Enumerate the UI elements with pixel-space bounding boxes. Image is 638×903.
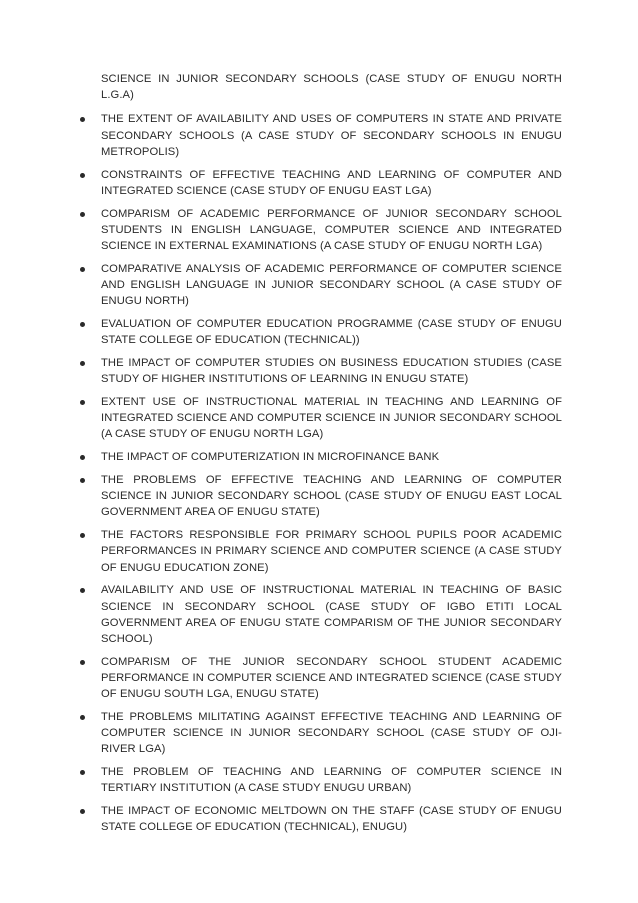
list-item-text: COMPARISM OF ACADEMIC PERFORMANCE OF JUNIOR SECONDARY SCHOOL STUDENTS IN ENGLISH LANGUAGE, COMPUTER SCIENCE AND INTEGRATED SCIENCE IN EXTERNAL EXAMINATIONS (A CASE STUDY OF ENUGU NORTH LGA) (101, 207, 562, 253)
list-item (78, 261, 562, 310)
bullet-icon (80, 770, 85, 775)
bullet-icon (80, 809, 85, 814)
list-item-text: THE IMPACT OF COMPUTERIZATION IN MICROFINANCE BANK (101, 451, 440, 464)
bullet-icon (80, 588, 85, 593)
list-item (78, 527, 562, 576)
continued-topic-text: SCIENCE IN JUNIOR SECONDARY SCHOOLS (CASE STUDY OF ENUGU NORTH L.G.A) (101, 73, 562, 102)
list-item-text: EXTENT USE OF INSTRUCTIONAL MATERIAL IN TEACHING AND LEARNING OF INTEGRATED SCIENCE AND COMPUTER SCIENCE IN JUNIOR SECONDARY SCHOOL (A CASE STUDY OF ENUGU NORTH LGA) (101, 396, 562, 441)
list-item-text: THE PROBLEMS MILITATING AGAINST EFFECTIVE TEACHING AND LEARNING OF COMPUTER SCIENCE IN JUNIOR SECONDARY SCHOOL (CASE STUDY OF OJI-RIVER LGA) (101, 711, 562, 756)
list-item-text: COMPARATIVE ANALYSIS OF ACADEMIC PERFORMANCE OF COMPUTER SCIENCE AND ENGLISH LANGUAGE IN JUNIOR SECONDARY SCHOOL (A CASE STUDY OF ENUGU NORTH) (101, 262, 562, 308)
list-item (78, 167, 562, 199)
list-item-text: THE IMPACT OF ECONOMIC MELTDOWN ON THE STAFF (CASE STUDY OF ENUGU STATE COLLEGE OF EDUCATION (TECHNICAL), ENUGU) (101, 805, 562, 834)
bullet-icon (80, 322, 85, 327)
bullet-icon (80, 117, 85, 122)
bullet-icon (80, 455, 85, 460)
list-item (78, 582, 562, 647)
list-item-text: EVALUATION OF COMPUTER EDUCATION PROGRAMME (CASE STUDY OF ENUGU STATE COLLEGE OF EDUCATION (TECHNICAL)) (101, 318, 562, 347)
list-item-text: THE IMPACT OF COMPUTER STUDIES ON BUSINESS EDUCATION STUDIES (CASE STUDY OF HIGHER INSTITUTIONS OF LEARNING IN ENUGU STATE) (101, 357, 562, 386)
topic-list-container (78, 71, 562, 842)
list-item (78, 654, 562, 703)
list-item (78, 316, 562, 348)
list-item (78, 111, 562, 160)
list-item-text: THE EXTENT OF AVAILABILITY AND USES OF COMPUTERS IN STATE AND PRIVATE SECONDARY SCHOOLS (A CASE STUDY OF SECONDARY SCHOOLS IN ENUGU METROPOLIS) (101, 113, 562, 158)
bullet-icon (80, 267, 85, 272)
list-item (78, 472, 562, 521)
bullet-icon (80, 212, 85, 217)
list-item-text: THE FACTORS RESPONSIBLE FOR PRIMARY SCHOOL PUPILS POOR ACADEMIC PERFORMANCES IN PRIMARY SCIENCE AND COMPUTER SCIENCE (A CASE STUDY OF ENUGU EDUCATION ZONE) (101, 529, 562, 574)
list-item-text: THE PROBLEM OF TEACHING AND LEARNING OF COMPUTER SCIENCE IN TERTIARY INSTITUTION (A CASE STUDY ENUGU URBAN) (101, 766, 562, 795)
bullet-icon (80, 478, 85, 483)
list-item-text: CONSTRAINTS OF EFFECTIVE TEACHING AND LEARNING OF COMPUTER AND INTEGRATED SCIENCE (CASE STUDY OF ENUGU EAST LGA) (101, 168, 562, 197)
list-item (78, 449, 562, 465)
bullet-icon (80, 715, 85, 720)
bullet-icon (80, 660, 85, 665)
bullet-icon (80, 173, 85, 178)
list-item (78, 764, 562, 796)
list-item-text: AVAILABILITY AND USE OF INSTRUCTIONAL MATERIAL IN TEACHING OF BASIC SCIENCE IN SECONDARY SCHOOL (CASE STUDY OF IGBO ETITI LOCAL GOVERNMENT AREA OF ENUGU STATE COMPARISM OF THE JUNIOR SECONDARY SCHOOL) (101, 584, 562, 646)
list-item (78, 709, 562, 758)
list-item (78, 206, 562, 255)
bullet-icon (80, 361, 85, 366)
list-item (78, 803, 562, 835)
topic-list (78, 111, 562, 835)
list-item (78, 355, 562, 387)
list-item-text: COMPARISM OF THE JUNIOR SECONDARY SCHOOL STUDENT ACADEMIC PERFORMANCE IN COMPUTER SCIENCE AND INTEGRATED SCIENCE (CASE STUDY OF ENUGU SOUTH LGA, ENUGU STATE) (101, 655, 562, 701)
bullet-icon (80, 533, 85, 538)
list-item-text: THE PROBLEMS OF EFFECTIVE TEACHING AND LEARNING OF COMPUTER SCIENCE IN JUNIOR SECONDARY SCHOOL (CASE STUDY OF ENUGU EAST LOCAL GOVERNMENT AREA OF ENUGU STATE) (101, 474, 562, 519)
list-item (78, 394, 562, 443)
bullet-icon (80, 400, 85, 405)
